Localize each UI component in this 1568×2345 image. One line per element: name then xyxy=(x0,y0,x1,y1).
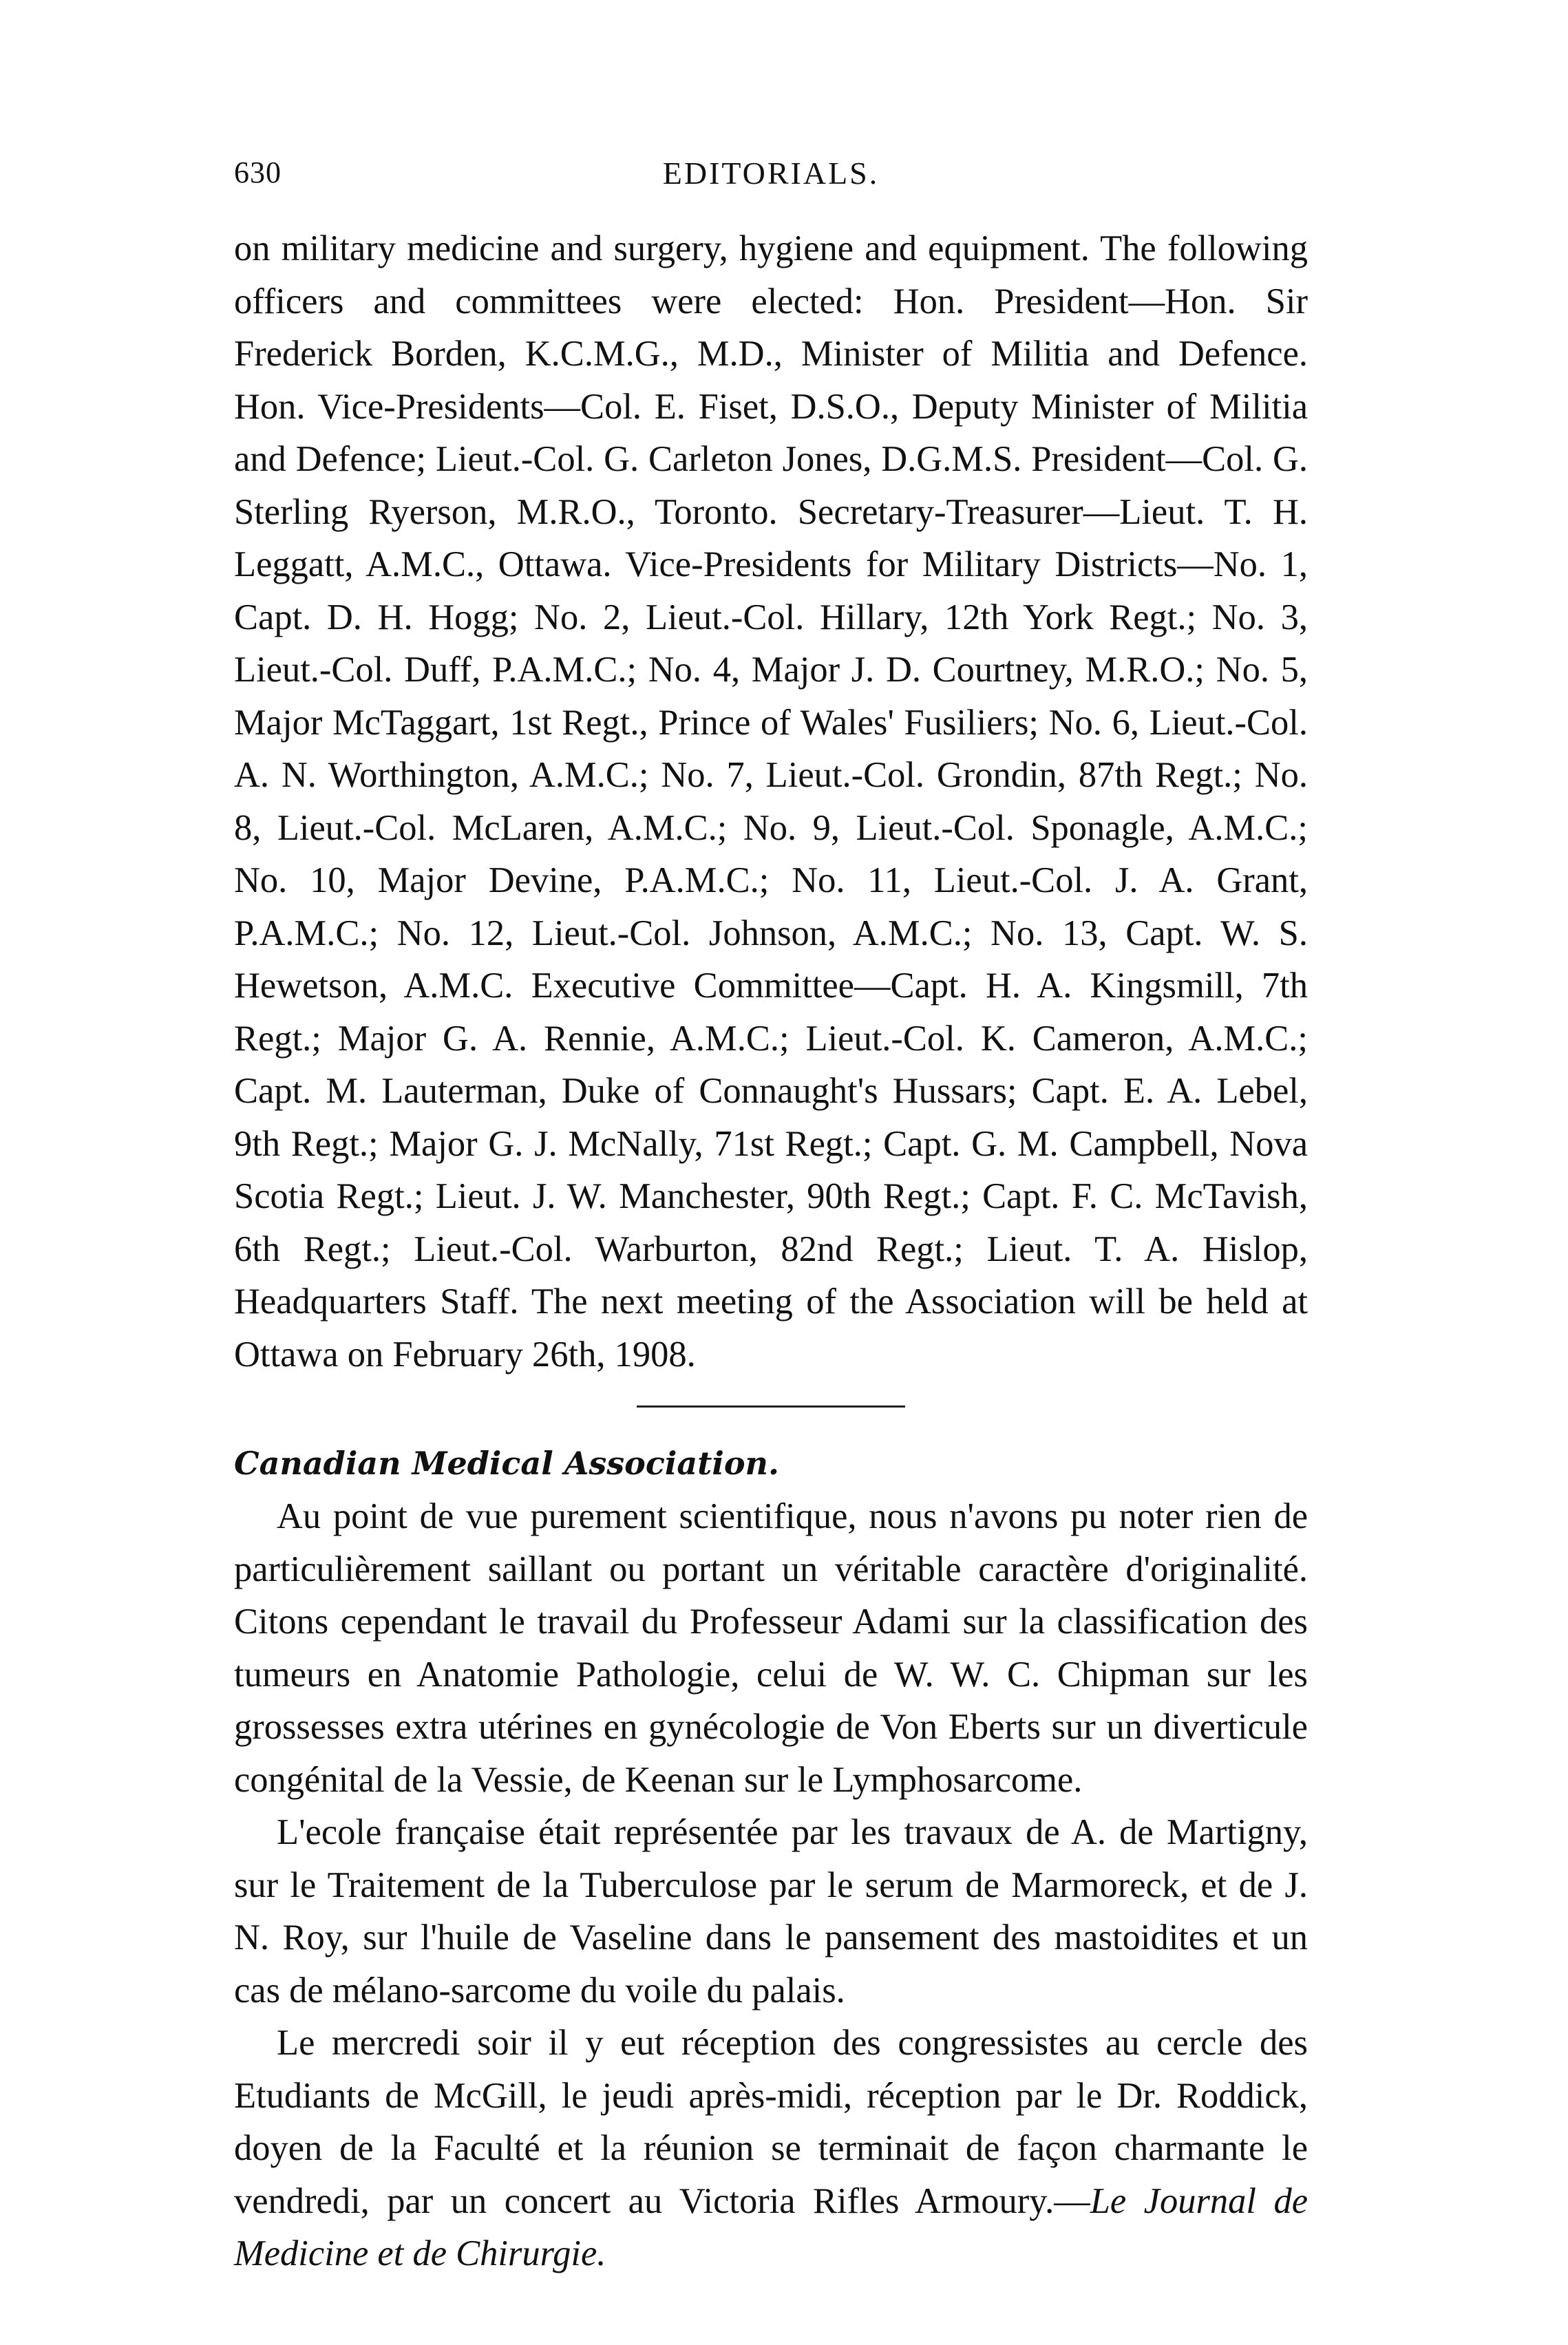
running-title: EDITORIALS. xyxy=(662,156,880,191)
section-paragraph-1: Au point de vue purement scientifique, nous n'avons pu noter rien de particulièrement saillant ou portant un véritable caractère d'originalité. Citons cependant le travail du Professeur Adami sur la classification des tumeurs en Anatomie Pathologie, celui de W. W. C. Chipman sur les grossesses extra utérines en gynécologie de Von Eberts sur un diverticule congénital de la Vessie, de Keenan sur le Lymphosarcome. xyxy=(234,1496,1308,1800)
page-number: 630 xyxy=(234,156,282,189)
section-paragraph-3-text: Le mercredi soir il y eut réception des congressistes au cercle des Etudiants de McGill, le jeudi après-midi, réception par le Dr. Roddick, doyen de la Faculté et la réunion se terminait de façon charmante le vendredi, par un concert au Victoria Rifles Armoury.— xyxy=(234,2023,1308,2221)
page-header xyxy=(234,155,1308,210)
section-divider xyxy=(637,1405,905,1408)
section-heading: Canadian Medical Association. xyxy=(234,1445,780,1482)
section-paragraph-2: L'ecole française était représentée par les travaux de A. de Martigny, sur le Traitement de la Tuberculose par le serum de Marmoreck, et de J. N. Roy, sur l'huile de Vaseline dans le pansement des mastoidites et un cas de mélano-sarcome du voile du palais. xyxy=(234,1812,1308,2010)
section-paragraph-3 xyxy=(234,2017,1308,2280)
source-citation: Le Journal de Medicine et de Chirurgie. xyxy=(234,2180,1308,2273)
continuation-paragraph: on military medicine and surgery, hygiene and equipment. The following officers and committees were elected: Hon. President—Hon. Sir Frederick Borden, K.C.M.G., M.D., Minister of Militia and Defence. Hon. Vice-Presidents—Col. E. Fiset, D.S.O., Deputy Minister of Militia and Defence; Lieut.-Col. G. Carleton Jones, D.G.M.S. President—Col. G. Sterling Ryerson, M.R.O., Toronto. Secretary-Treasurer—Lieut. T. H. Leggatt, A.M.C., Ottawa. Vice-Presidents for Military Districts—No. 1, Capt. D. H. Hogg; No. 2, Lieut.-Col. Hillary, 12th York Regt.; No. 3, Lieut.-Col. Duff, P.A.M.C.; No. 4, Major J. D. Courtney, M.R.O.; No. 5, Major McTaggart, 1st Regt., Prince of Wales' Fusiliers; No. 6, Lieut.-Col. A. N. Worthington, A.M.C.; No. 7, Lieut.-Col. Grondin, 87th Regt.; No. 8, Lieut.-Col. McLaren, A.M.C.; No. 9, Lieut.-Col. Sponagle, A.M.C.; No. 10, Major Devine, P.A.M.C.; No. 11, Lieut.-Col. J. A. Grant, P.A.M.C.; No. 12, Lieut.-Col. Johnson, A.M.C.; No. 13, Capt. W. S. Hewetson, A.M.C. Executive Committee—Capt. H. A. Kingsmill, 7th Regt.; Major G. A. Rennie, A.M.C.; Lieut.-Col. K. Cameron, A.M.C.; Capt. M. Lauterman, Duke of Connaught's Hussars; Capt. E. A. Lebel, 9th Regt.; Major G. J. McNally, 71st Regt.; Capt. G. M. Campbell, Nova Scotia Regt.; Lieut. J. W. Manchester, 90th Regt.; Capt. F. C. McTavish, 6th Regt.; Lieut.-Col. Warburton, 82nd Regt.; Lieut. T. A. Hislop, Headquarters Staff. The next meeting of the Association will be held at Ottawa on February 26th, 1908. xyxy=(234,229,1308,1375)
page xyxy=(234,155,1308,2280)
